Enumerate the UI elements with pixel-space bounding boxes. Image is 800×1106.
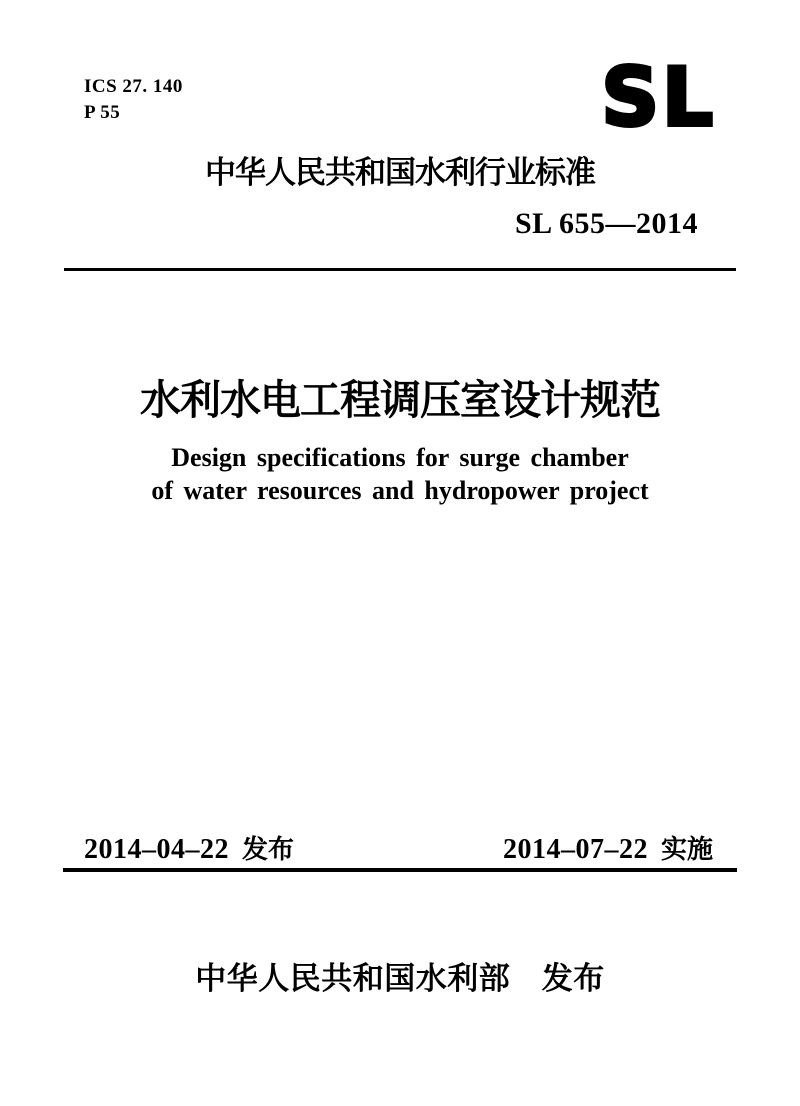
top-divider [64, 268, 736, 271]
issue-date-value: 2014–04–22 [84, 834, 229, 865]
doc-title-cn: 水利水电工程调压室设计规范 [140, 376, 660, 424]
sl-logo: SL [601, 51, 716, 144]
doc-title-en-line1: Design specifications for surge chamber [171, 443, 629, 472]
issue-date [84, 829, 294, 866]
standard-number: SL 655—2014 [514, 207, 698, 240]
ics-code: ICS 27. 140 [84, 76, 183, 97]
doc-class-code: P 55 [84, 102, 121, 123]
doc-title-en-line2: of water resources and hydropower project [151, 476, 649, 505]
doc-title-en [0, 441, 800, 507]
implementation-date [503, 829, 713, 866]
implementation-date-value: 2014–07–22 [502, 834, 648, 865]
issue-date-label: 发布 [242, 835, 295, 865]
implementation-date-label: 实施 [660, 835, 713, 865]
bottom-divider [63, 868, 737, 872]
standard-category: 中华人民共和国水利行业标准 [205, 155, 595, 191]
publisher-line: 中华人民共和国水利部 发布 [195, 961, 605, 997]
